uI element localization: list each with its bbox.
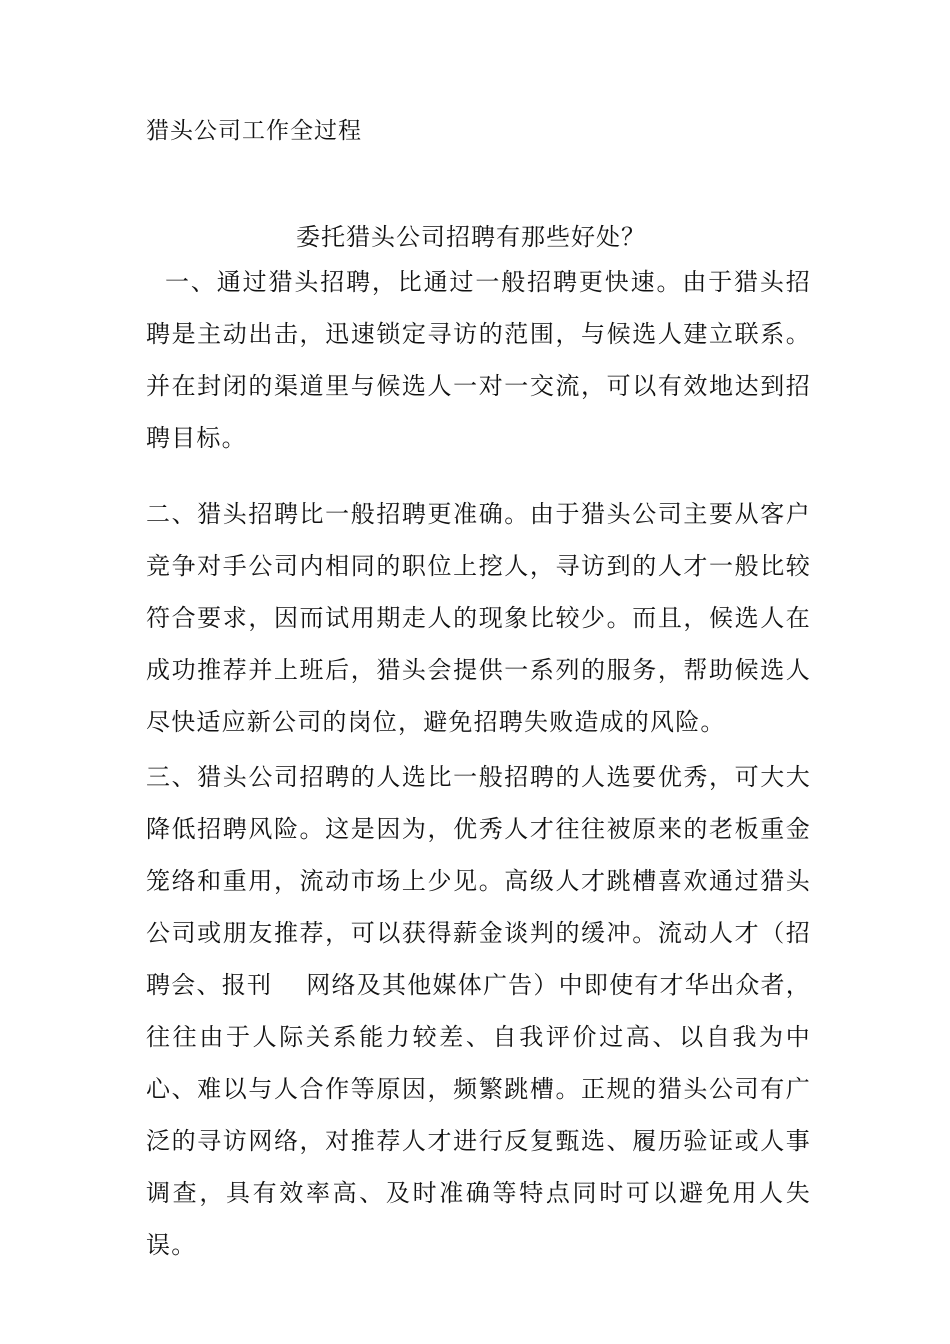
paragraph-1: 一、通过猎头招聘，比通过一般招聘更快速。由于猎头招聘是主动出击，迅速锁定寻访的范围，与候选人建立联系。并在封闭的渠道里与候选人一对一交流，可以有效地达到招聘目标。 [146,268,811,452]
paragraph-2: 二、猎头招聘比一般招聘更准确。由于猎头公司主要从客户竞争对手公司内相同的职位上挖人，寻访到的人才一般比较符合要求，因而试用期走人的现象比较少。而且，候选人在成功推荐并上班后，猎头会提供一系列的服务，帮助候选人尽快适应新公司的岗位，避免招聘失败造成的风险。 [146,500,811,736]
paragraph-3: 三、猎头公司招聘的人选比一般招聘的人选要优秀，可大大降低招聘风险。这是因为，优秀人才往往被原来的老板重金笼络和重用，流动市场上少见。高级人才跳槽喜欢通过猎头公司或朋友推荐，可以获得薪金谈判的缓冲。流动人才（招聘会、报刊 网络及其他媒体广告）中即使有才华出众者，往往由于人际关系能力较差、自我评价过高、以自我为中心、难以与人合作等原因，频繁跳槽。正规的猎头公司有广泛的寻访网络，对推荐人才进行反复甄选、履历验证或人事调查，具有效率高、及时准确等特点同时可以避免用人失误。 [146,763,811,1259]
document-title: 猎头公司工作全过程 [146,118,362,144]
document-subtitle: 委托猎头公司招聘有那些好处？ [296,223,646,251]
